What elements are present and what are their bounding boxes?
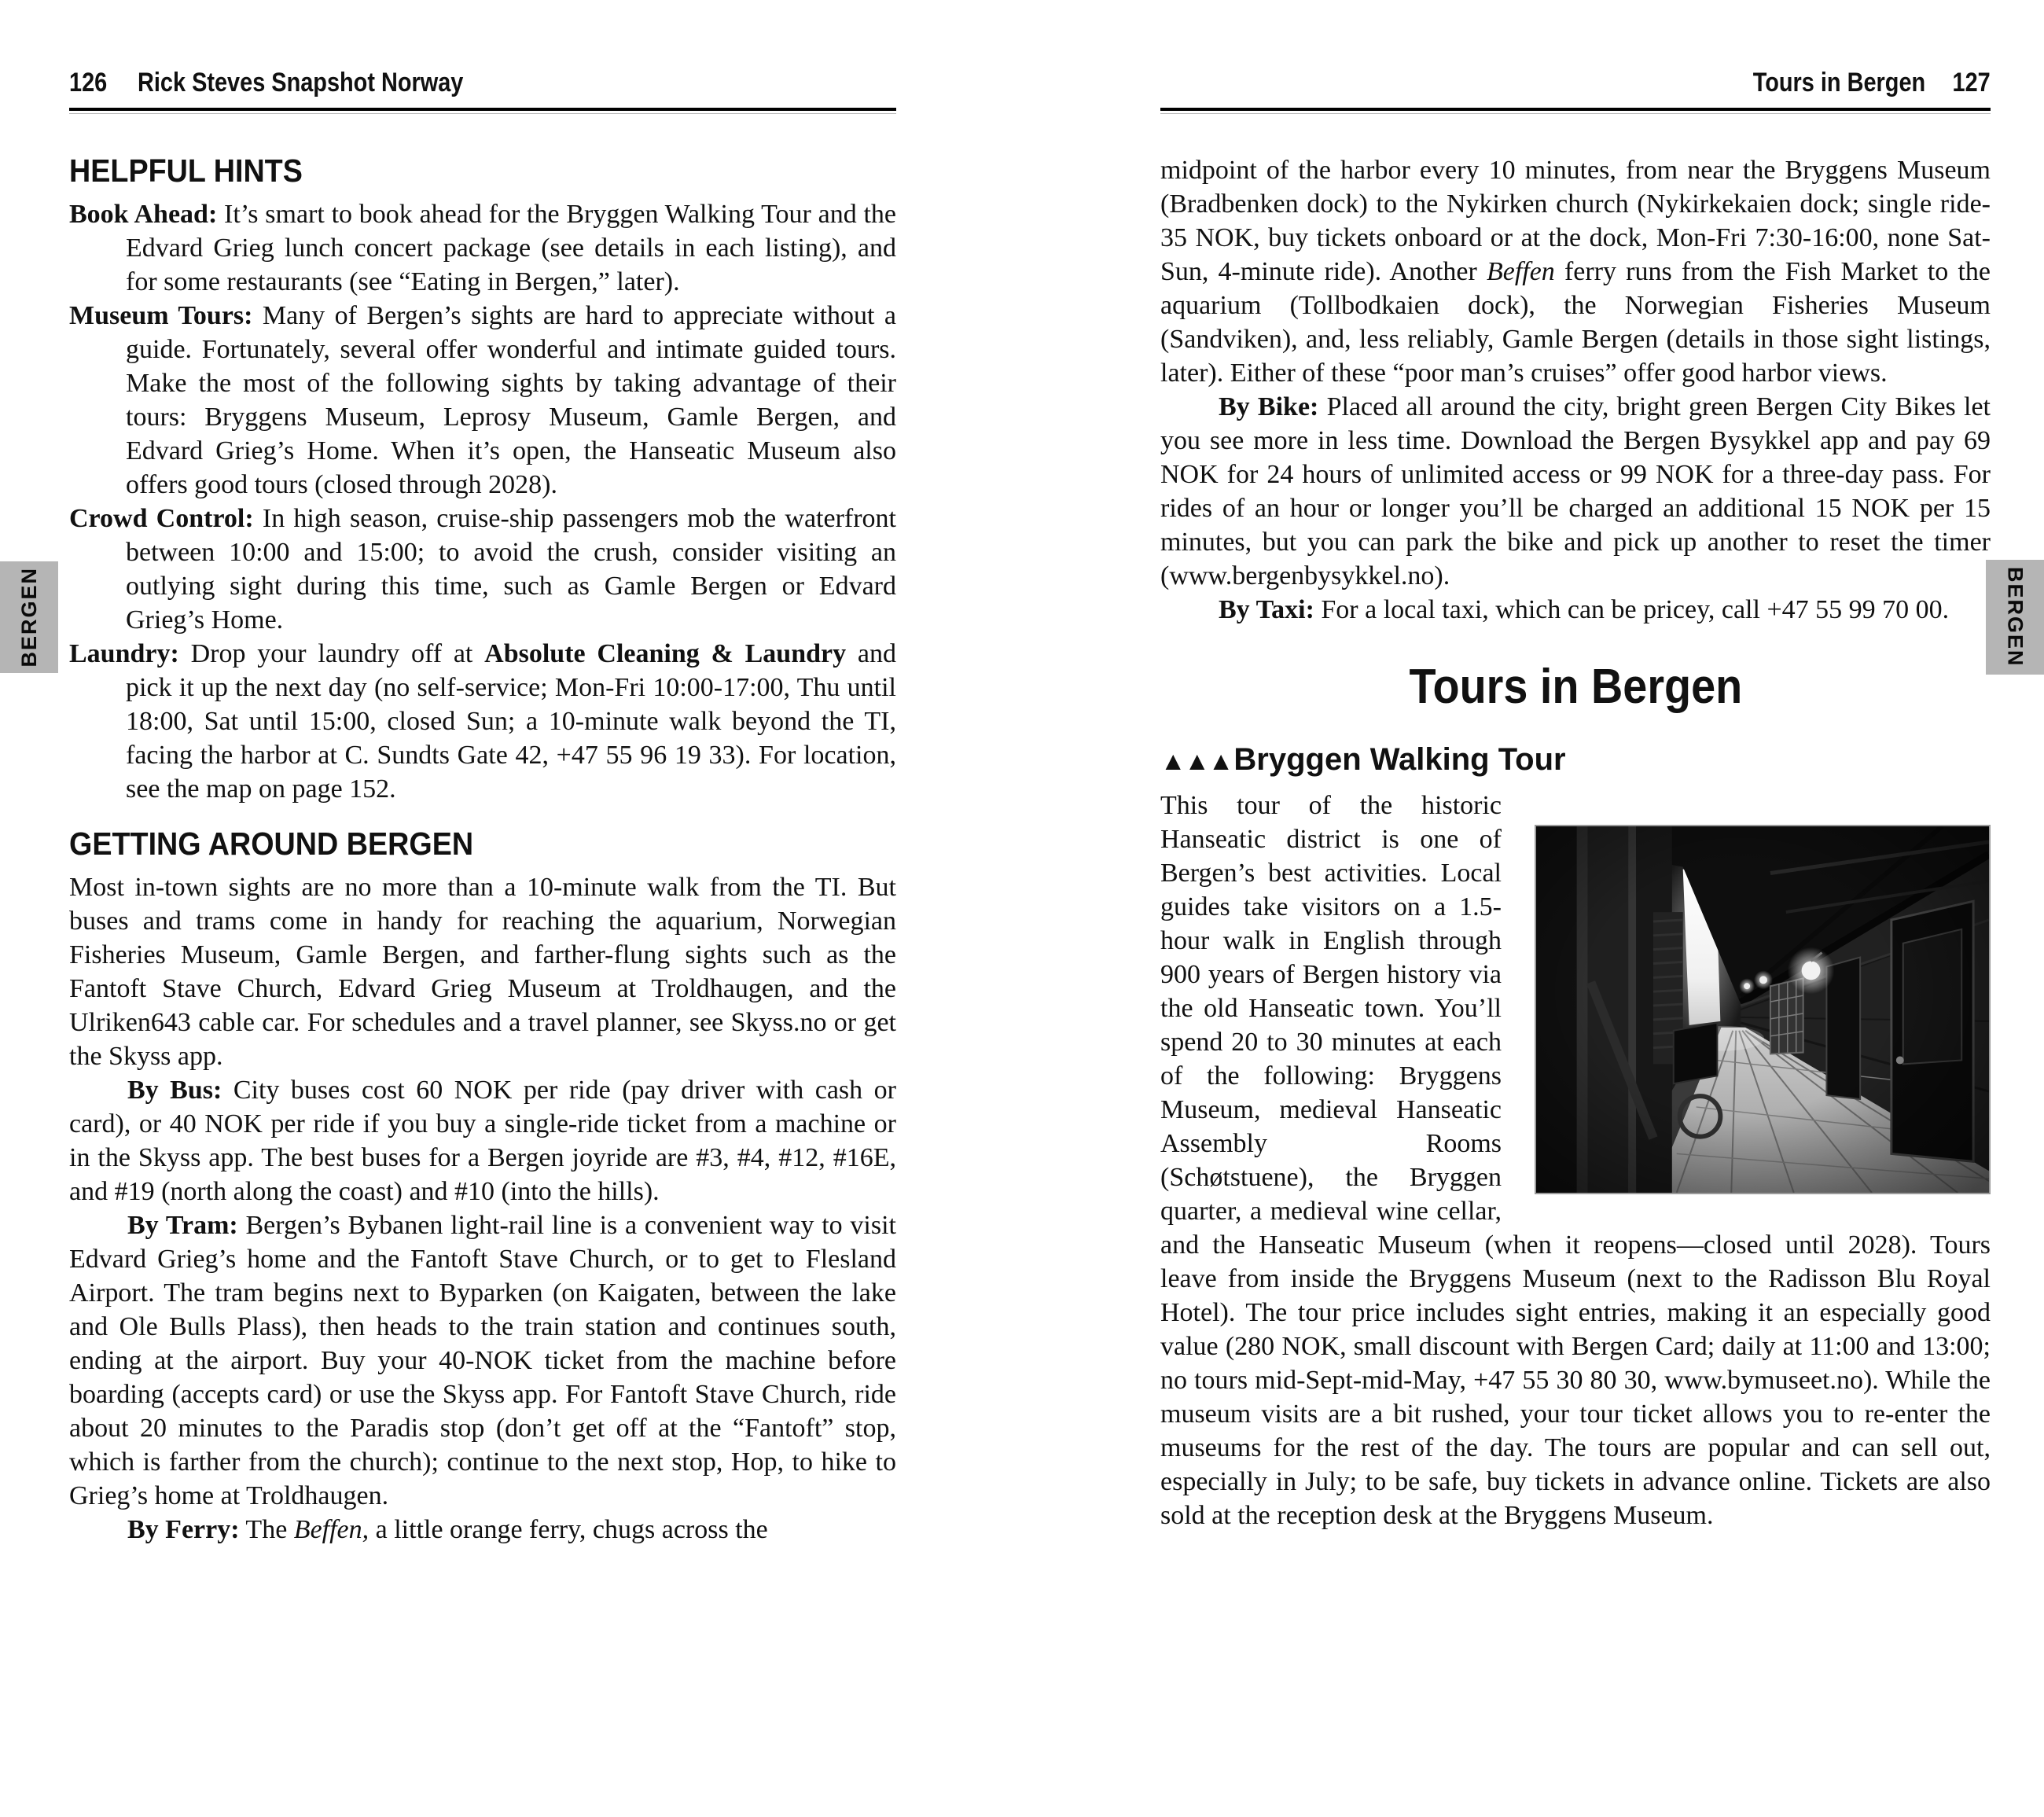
hint-lead: Crowd Control: [69, 504, 254, 533]
getting-around-intro: Most in-town sights are no more than a 10-minute walk from the TI. But buses and trams come in handy for reaching the aquarium, Norwegian Fisheries Museum, Gamle Bergen, and farther-flung sights such as the Fantoft Stave Church, Edvard Grieg Museum at Troldhaugen, and the Ulriken643 cable car. For schedules and a travel planner, see Skyss.no or get the Skyss app. [69, 873, 896, 1071]
page-number-right: 127 [1952, 68, 1991, 97]
ferry-name-italic: Beffen [1486, 257, 1555, 286]
hint-museum-tours [69, 299, 896, 502]
book-title: Rick Steves Snapshot Norway [137, 68, 464, 97]
bryggen-walking-tour-heading [1160, 741, 1991, 779]
by-bus-lead: By Bus: [127, 1076, 222, 1105]
rating-triangles-icon: ▲▲▲ [1160, 746, 1233, 775]
hint-lead: Museum Tours: [69, 301, 253, 330]
bergen-margin-tab-left [0, 561, 58, 673]
page-left-content [69, 153, 896, 1547]
bergen-margin-tab-right [1986, 560, 2044, 675]
by-bike-lead: By Bike: [1219, 392, 1319, 421]
by-bus-paragraph: By Bus: City buses cost 60 NOK per ride (pay driver with cash or card), or 40 NOK per ride if you buy a single-ride ticket from a machine or in the Skyss app. The best buses for a Bergen joyride are #3, #4, #12, #16E, and #19 (north along the coast) and #10 (into the hills). [69, 1076, 896, 1206]
page-right-running-head [1160, 68, 1991, 114]
bryggen-photo-art [1536, 826, 1989, 1193]
bryggen-passageway-photo [1535, 825, 1991, 1194]
hint-lead: Laundry: [69, 639, 179, 668]
page-left [69, 68, 896, 1547]
page-number-left: 126 [69, 68, 108, 97]
hint-body: and pick it up the next day (no self-service; Mon-Fri 10:00-17:00, Thu until 18:00, Sat until 15:00, closed Sun; a 10-minute walk beyond the TI, facing the harbor at C. Sundts Gate 42, +47 55 96 19 33). For location, see the map on page 152. [126, 639, 896, 804]
by-tram-paragraph: By Tram: Bergen’s Bybanen light-rail line is a convenient way to visit Edvard Grieg’s home and the Fantoft Stave Church, or to get to Flesland Airport. The tram begins next to Byparken (on Kaigaten, between the lake and Ole Bulls Plass), then heads to the train station and continues south, ending at the airport. Buy your 40-NOK ticket from the machine before boarding (accepts card) or use the Skyss app. For Fantoft Stave Church, ride about 20 minutes to the Paradis stop (don’t get off at the “Fantoft” stop, which is farther from the church); continue to the next stop, Hop, to hike to Grieg’s home at Troldhaugen. [69, 1211, 896, 1510]
hint-book-ahead [69, 197, 896, 299]
by-tram-lead: By Tram: [127, 1211, 238, 1240]
ferry-continuation-paragraph: midpoint of the harbor every 10 minutes, from near the Bryggens Museum (Bradbenken dock) to the Nykirken church (Nykirkekaien dock; single ride-35 NOK, buy tickets onboard or at the dock, Mon-Fri 7:30-16:00, none Sat-Sun, 4-minute ride). Another Beffen ferry runs from the Fish Market to the aquarium (Tollbodkaien dock), the Norwegian Fisheries Museum (Sandviken), and, less reliably, Gamle Bergen (details in those sight listings, later). Either of these “poor man’s cruises” offer good harbor views. [1160, 156, 1991, 388]
walking-tour-title: Bryggen Walking Tour [1233, 742, 1566, 777]
header-rule-right [1160, 108, 1991, 111]
helpful-hints-heading: HELPFUL HINTS [69, 153, 303, 189]
by-ferry-lead: By Ferry: [127, 1515, 240, 1544]
page-right [1160, 68, 1991, 1532]
laundry-business-name: Absolute Cleaning & Laundry [484, 639, 847, 668]
by-taxi-lead: By Taxi: [1219, 595, 1314, 624]
header-rule-left [69, 108, 896, 111]
getting-around-heading: GETTING AROUND BERGEN [69, 826, 474, 862]
ferry-name-italic: Beffen, [293, 1515, 369, 1544]
hint-laundry [69, 637, 896, 806]
by-taxi-paragraph: By Taxi: For a local taxi, which can be pricey, call +47 55 99 70 00. [1219, 595, 1950, 624]
header-rule-echo-left [69, 113, 896, 114]
hint-lead: Book Ahead: [69, 200, 218, 229]
tours-in-bergen-title: Tours in Bergen [1409, 660, 1742, 714]
walking-tour-paragraph [1160, 789, 1991, 1532]
walking-tour-body: This tour of the historic Hanseatic district is one of Bergen’s best activities. Local guides take visitors on a 1.5-hour walk in English through 900 years of Bergen history via the old Hanseatic town. You’ll spend 20 to 30 minutes at each of the following: Bryggens Museum, medieval Hanseatic Assembly Rooms (Schøtstuene), the Bryggen quarter, a medieval wine cellar, and the Hanseatic Museum (when it reopens—closed until 2028). Tours leave from inside the Bryggens Museum (next to the Radisson Blu Royal Hotel). The tour price includes sight entries, making it an especially good value (280 NOK, small discount with Bergen Card; daily at 11:00 and 13:00; no tours mid-Sept-mid-May, +47 55 30 80 30, www.bymuseet.no). While the museum visits are a bit rushed, your tour ticket allows you to re-enter the museums for the rest of the day. The tours are popular and can sell out, especially in July; to be safe, buy tickets in advance online. Tickets are also sold at the reception desk at the Bryggens Museum. [1160, 791, 1991, 1530]
header-rule-echo-right [1160, 113, 1991, 114]
hint-crowd-control [69, 502, 896, 637]
hint-body: Many of Bergen’s sights are hard to appreciate without a guide. Fortunately, several offer wonderful and intimate guided tours. Make the most of the following sights by taking advantage of their tours: Bryggens Museum, Leprosy Museum, Gamle Bergen, and Edvard Grieg’s Home. When it’s open, the Hanseatic Museum also offers good tours (closed through 2028). [126, 301, 896, 499]
hint-body: Drop your laundry off at [178, 639, 485, 668]
chapter-title: Tours in Bergen [1752, 68, 1926, 97]
page-left-running-head [69, 68, 896, 114]
page-right-content [1160, 153, 1991, 1532]
by-ferry-paragraph: By Ferry: The Beffen, a little orange ferry, chugs across the [127, 1515, 768, 1544]
bergen-tab-label: BERGEN [2003, 567, 2027, 668]
hint-body: In high season, cruise-ship passengers mob the waterfront between 10:00 and 15:00; to avoid the crush, consider visiting an outlying sight during this time, such as Gamle Bergen or Edvard Grieg’s Home. [126, 504, 896, 634]
bergen-tab-label: BERGEN [17, 567, 41, 668]
hint-body: It’s smart to book ahead for the Bryggen Walking Tour and the Edvard Grieg lunch concert package (see details in each listing), and for some restaurants (see “Eating in Bergen,” later). [126, 200, 896, 296]
by-bike-paragraph: By Bike: Placed all around the city, bright green Bergen City Bikes let you see more in less time. Download the Bergen Bysykkel app and pay 69 NOK for 24 hours of unlimited access or 99 NOK for a three-day pass. For rides of an hour or longer you’ll be charged an additional 15 NOK per 15 minutes, but you can park the bike and pick up another to reset the timer (www.bergenbysykkel.no). [1160, 392, 1991, 590]
